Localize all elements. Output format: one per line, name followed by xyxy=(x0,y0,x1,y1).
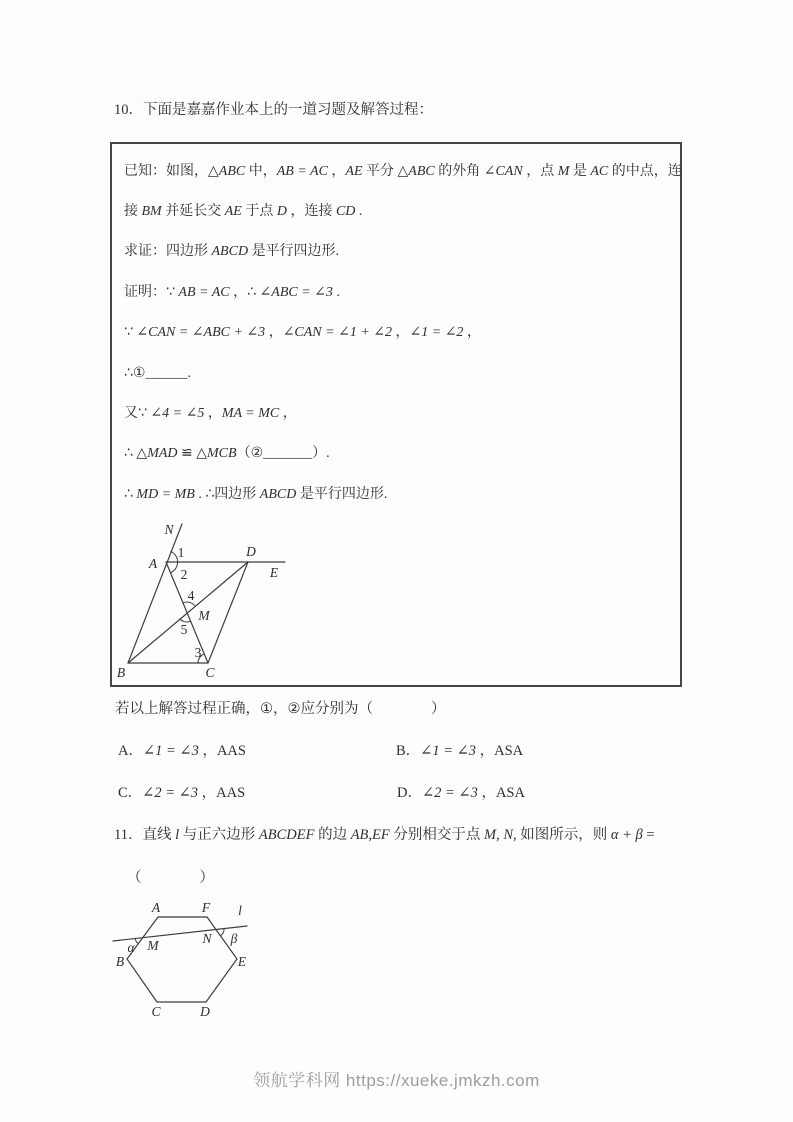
point-label-N: N xyxy=(202,931,212,946)
vertex-label-B: B xyxy=(115,954,125,969)
vertex-label-D: D xyxy=(246,544,256,559)
vertex-label-A: A xyxy=(148,556,158,571)
angle-label-2: 2 xyxy=(180,567,188,582)
point-label-M: M xyxy=(147,938,159,953)
angle-label-1: 1 xyxy=(177,545,185,560)
vertex-label-C: C xyxy=(205,665,215,680)
line-C-D xyxy=(208,562,248,663)
proof-line-blank-1: ∴①______. xyxy=(124,366,191,381)
proof-line-blank-2: ∴ △MAD ≌ △MCB（②_______）. xyxy=(124,446,330,461)
line-label-l: l xyxy=(238,903,242,918)
hexagon-outline xyxy=(127,917,237,1002)
vertex-label-C: C xyxy=(151,1004,161,1019)
line-N-A-B xyxy=(128,524,182,663)
vertex-label-E: E xyxy=(269,565,279,580)
option-d: D．∠2 = ∠3 ，ASA xyxy=(397,785,525,801)
angle-arc-1 xyxy=(171,551,178,562)
proof-line-step-3: 又∵ ∠4 = ∠5 ，MA = MC ， xyxy=(124,406,297,421)
proof-line-prove: 求证：四边形 ABCD 是平行四边形. xyxy=(124,244,340,259)
vertex-label-A: A xyxy=(151,900,161,915)
figure-hexagon xyxy=(100,893,265,1028)
watermark-footer: 领航学科网 https://xueke.jmkzh.com xyxy=(253,1071,540,1090)
angle-label-3: 3 xyxy=(194,645,202,660)
vertex-label-F: F xyxy=(201,900,211,915)
question-10-title: 10．下面是嘉嘉作业本上的一道习题及解答过程： xyxy=(114,102,433,118)
option-c: C．∠2 = ∠3 ，AAS xyxy=(118,785,246,801)
vertex-label-M: M xyxy=(198,608,210,623)
option-b: B．∠1 = ∠3 ，ASA xyxy=(396,743,524,759)
angle-label-alpha: α xyxy=(127,940,135,955)
vertex-label-B: B xyxy=(116,665,126,680)
question-11-answer-brackets: （ ） xyxy=(127,870,214,886)
proof-line-step-2: ∵ ∠CAN = ∠ABC + ∠3 ，∠CAN = ∠1 + ∠2 ，∠1 = ∠2 ， xyxy=(124,325,481,340)
proof-line-conclusion: ∴ MD = MB . ∴四边形 ABCD 是平行四边形. xyxy=(124,487,388,502)
line-l xyxy=(113,926,247,941)
question-10-prompt: 若以上解答过程正确，①，②应分别为（ ） xyxy=(115,701,446,717)
angle-arc-2 xyxy=(171,562,178,573)
vertex-label-D: D xyxy=(200,1004,210,1019)
figure-parallelogram xyxy=(110,515,300,687)
question-11-title: 11．直线 l 与正六边形 ABCDEF 的边 AB,EF 分别相交于点 M, N, 如图所示，则 α + β = xyxy=(114,827,655,843)
proof-line-given-2: 接 BM 并延长交 AE 于点 D ，连接 CD . xyxy=(124,204,363,219)
angle-label-beta: β xyxy=(230,931,238,946)
proof-line-step-1: 证明：∵ AB = AC ，∴ ∠ABC = ∠3 . xyxy=(124,285,340,300)
line-B-M-D xyxy=(128,562,248,663)
angle-label-5: 5 xyxy=(180,622,188,637)
angle-label-4: 4 xyxy=(187,588,195,603)
option-a: A．∠1 = ∠3 ，AAS xyxy=(118,743,246,759)
vertex-label-N: N xyxy=(164,522,174,537)
vertex-label-E: E xyxy=(237,954,247,969)
proof-line-given-1: 已知：如图，△ABC 中，AB = AC ，AE 平分 △ABC 的外角 ∠CAN ，点 M 是 AC 的中点，连 xyxy=(124,164,682,179)
